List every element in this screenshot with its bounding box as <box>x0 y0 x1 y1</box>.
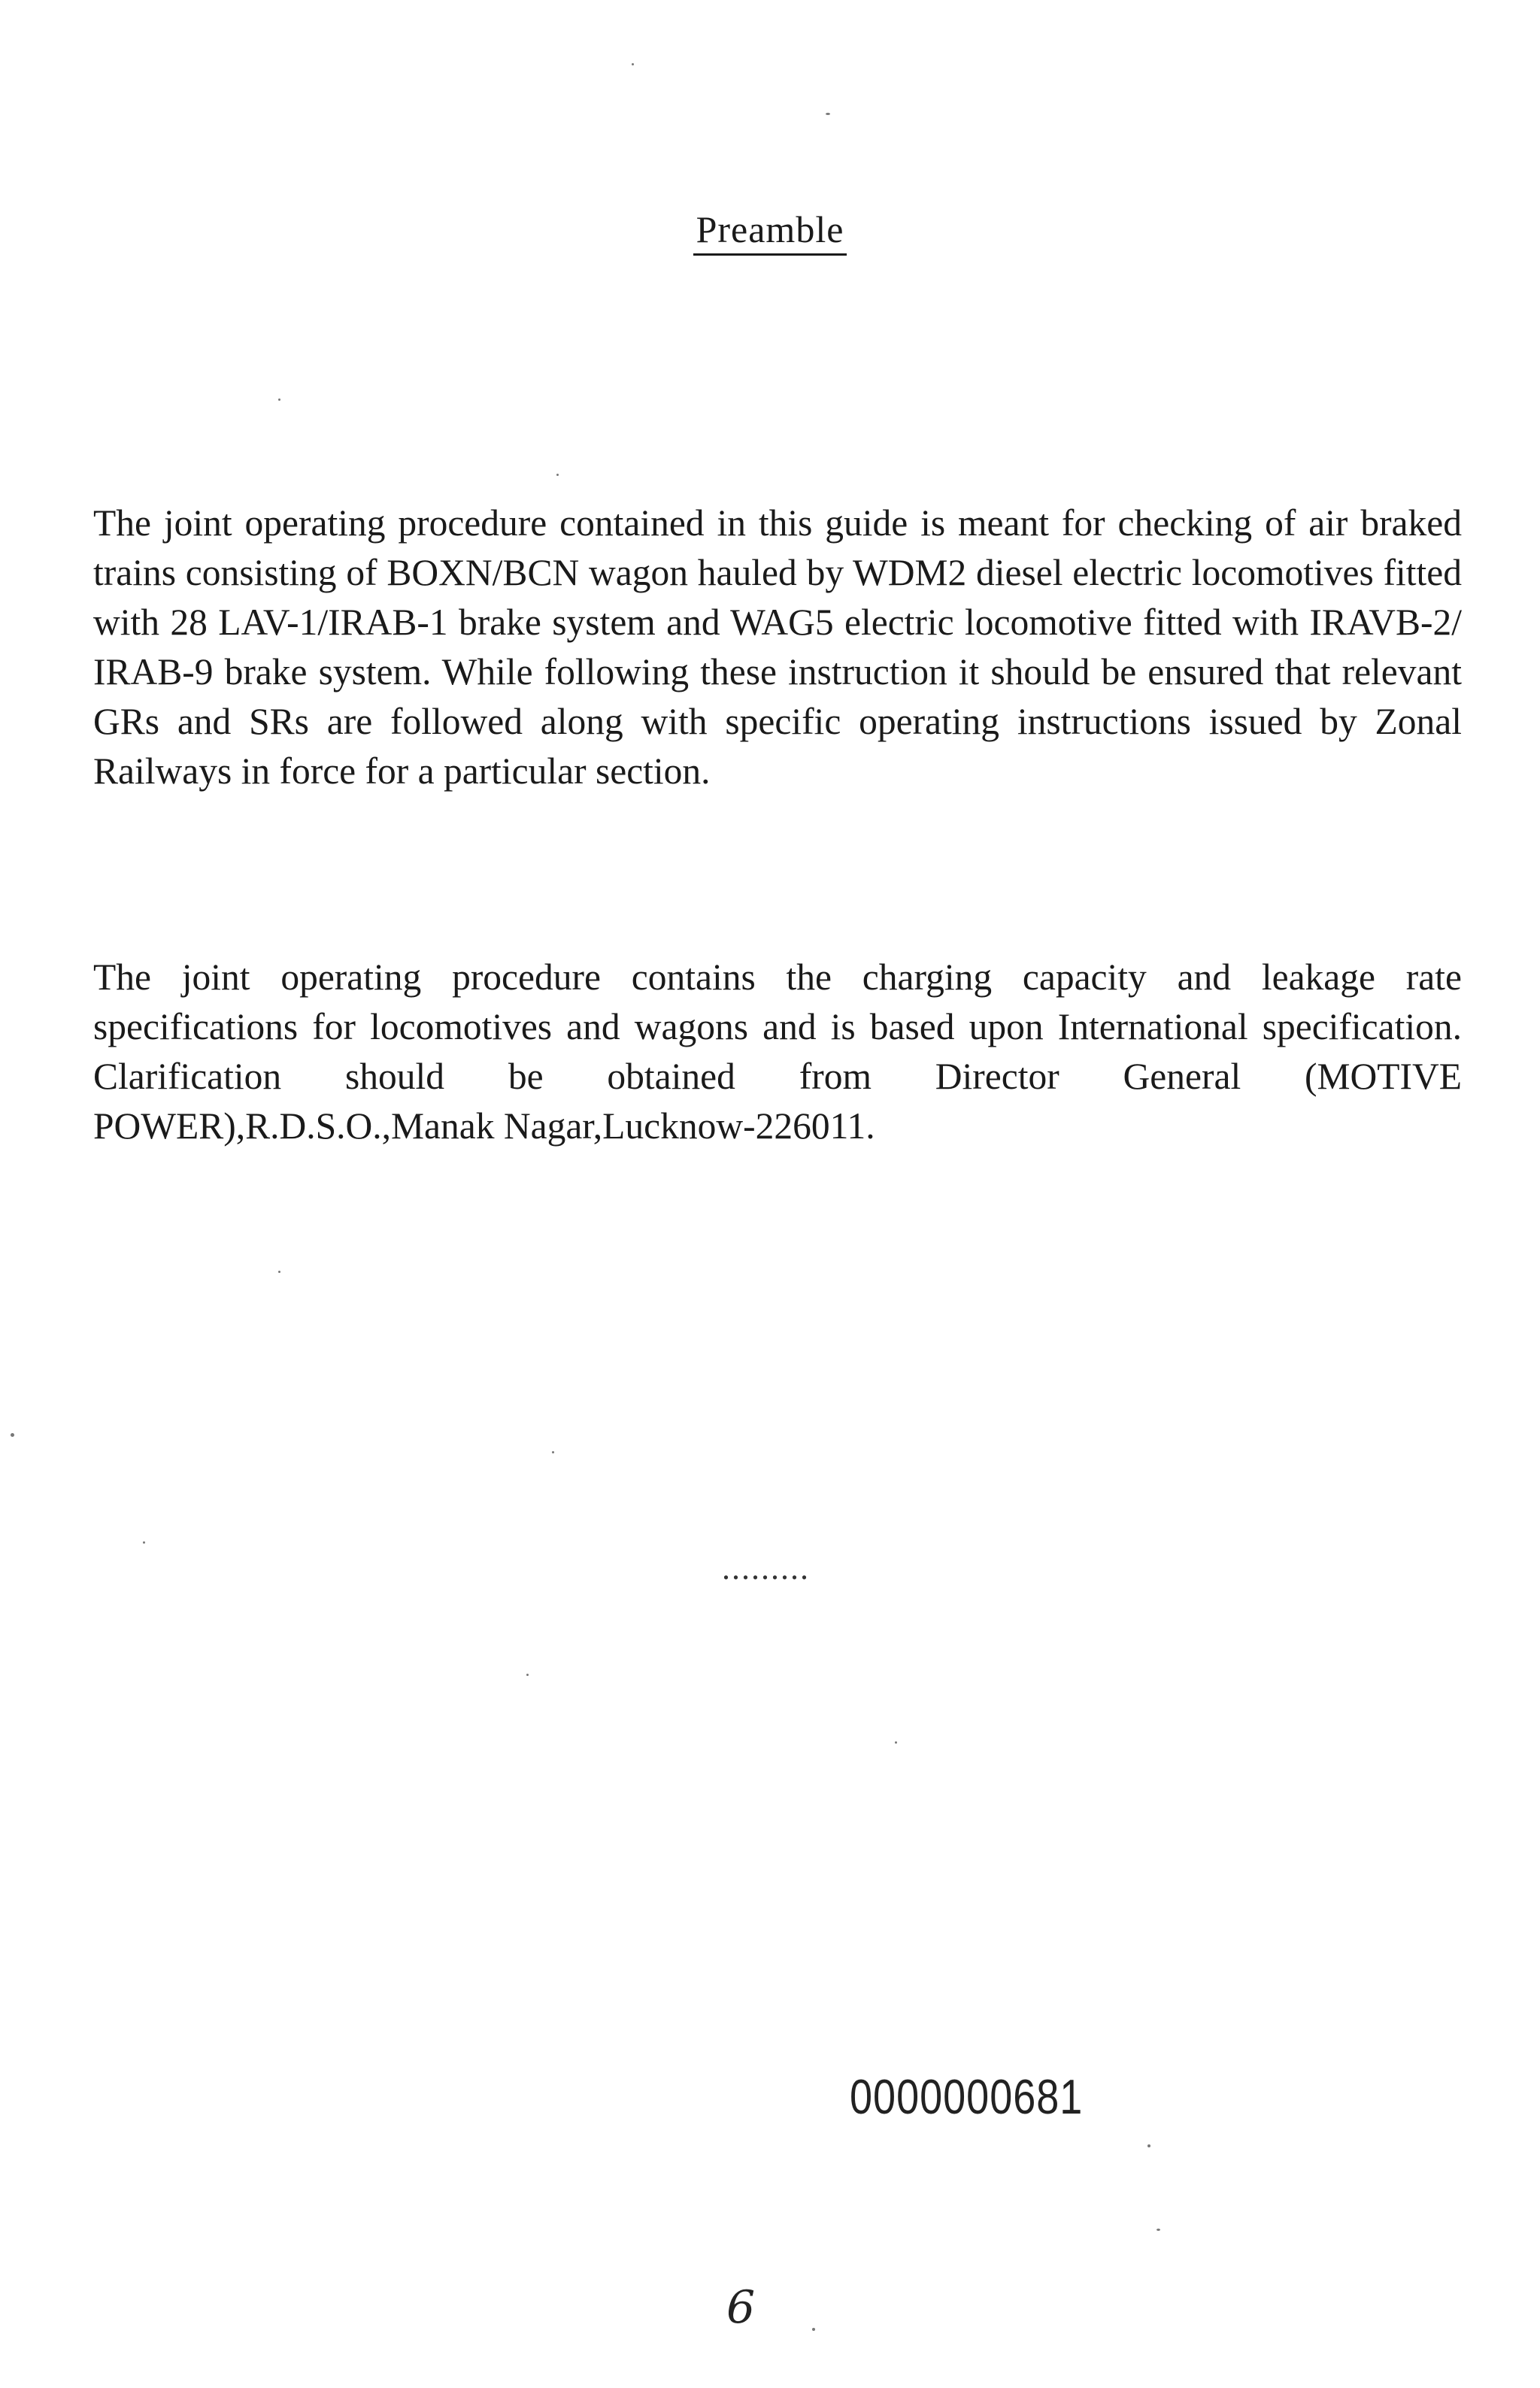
scan-speck <box>826 113 830 115</box>
page-title-text: Preamble <box>693 208 847 256</box>
paragraph-2: The joint operating procedure contains the charging capacity and leakage rate specifications for locomotives and wagons and is based upon International specification. Clarification should be obtained from Director General (MOTIVE POWER),R.D.S.O.,Manak Nagar,Lucknow-226011. <box>93 956 1462 1147</box>
scan-speck <box>1157 2229 1160 2231</box>
scan-speck <box>812 2328 815 2331</box>
scan-speck <box>552 1451 554 1453</box>
handwritten-page-mark: 6 <box>726 2281 756 2334</box>
page-title <box>0 208 1540 251</box>
scan-speck <box>278 399 280 401</box>
scan-speck <box>632 63 634 65</box>
scan-speck <box>895 1741 897 1744</box>
scan-speck <box>556 474 559 476</box>
scan-speck <box>526 1674 529 1676</box>
section-separator: ......... <box>722 1550 810 1586</box>
scan-speck <box>11 1433 14 1437</box>
document-number-stamp: 0000000681 <box>850 2070 1084 2125</box>
scan-speck <box>1147 2144 1150 2147</box>
scan-speck <box>278 1271 280 1273</box>
scan-speck <box>143 1541 145 1544</box>
paragraph-1: The joint operating procedure contained in this guide is meant for checking of air braked trains consisting of BOXN/BCN wagon hauled by WDM2 diesel electric locomotives fitted with 28 LAV-1/IRAB-1 brake system and WAG5 electric locomotive fitted with IRAVB-2/ IRAB-9 brake system. While following these instruction it should be ensured that relevant GRs and SRs are followed along with specific operating instructions issued by Zonal Railways in force for a particular section. <box>93 502 1462 792</box>
